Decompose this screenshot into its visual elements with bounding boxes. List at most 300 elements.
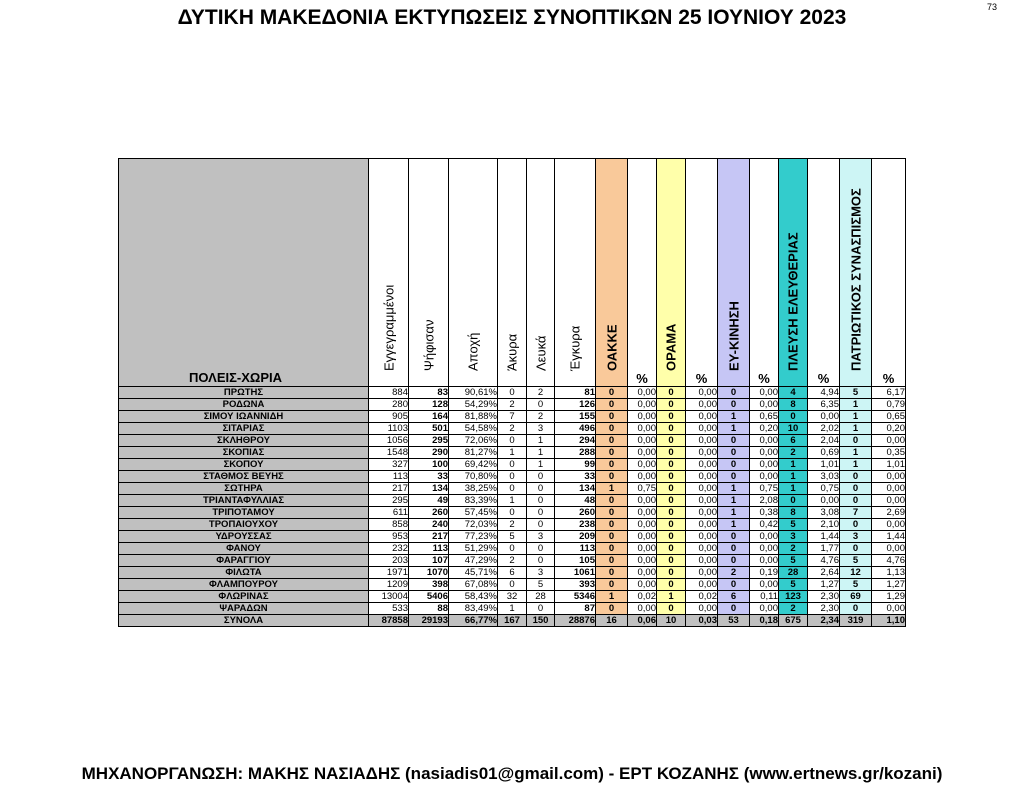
invalid-cell: 2: [498, 399, 527, 411]
p5-pct-cell: 2,69: [872, 507, 906, 519]
blank-cell: 0: [527, 543, 555, 555]
registered-cell: 217: [369, 483, 409, 495]
p1-cell: 0: [596, 399, 628, 411]
p4-cell: 4: [779, 387, 808, 399]
p3-pct-cell: 0,38: [750, 507, 779, 519]
voted-cell: 1070: [409, 567, 449, 579]
p4-pct-cell: 1,27: [808, 579, 840, 591]
p1-pct-cell: 0,00: [628, 579, 657, 591]
valid-cell: 126: [555, 399, 596, 411]
voted-cell: 501: [409, 423, 449, 435]
voted-cell: 295: [409, 435, 449, 447]
registered-cell: 1548: [369, 447, 409, 459]
p5-cell: 1: [840, 447, 872, 459]
p5-pct-cell: 0,00: [872, 543, 906, 555]
abstention-cell: 58,43%: [449, 591, 498, 603]
p4-cell: 0: [779, 411, 808, 423]
table-row: [119, 567, 906, 579]
invalid-cell: 0: [498, 507, 527, 519]
p2-pct-cell: 0,00: [686, 519, 718, 531]
p1-cell: 0: [596, 531, 628, 543]
p1-cell: 0: [596, 471, 628, 483]
p4-pct-cell: 1,01: [808, 459, 840, 471]
party-3-percent-header: [750, 159, 779, 387]
p2-pct-cell: 0,00: [686, 471, 718, 483]
p1-pct-cell: 0,00: [628, 459, 657, 471]
p3-pct-cell: 0,20: [750, 423, 779, 435]
blank-cell: 3: [527, 567, 555, 579]
p3-cell: 0: [718, 435, 750, 447]
blank-cell: 0: [527, 471, 555, 483]
p3-cell: 0: [718, 543, 750, 555]
valid-cell: 496: [555, 423, 596, 435]
p4-cell: 8: [779, 399, 808, 411]
invalid-cell: 2: [498, 519, 527, 531]
p2-pct-cell: 0,00: [686, 459, 718, 471]
table-row: [119, 387, 906, 399]
p5-pct-cell: 1,10: [872, 615, 906, 627]
invalid-cell: 32: [498, 591, 527, 603]
page-number: 73: [987, 2, 998, 12]
blank-cell: 0: [527, 603, 555, 615]
p3-pct-cell: 0,42: [750, 519, 779, 531]
valid-cell: 134: [555, 483, 596, 495]
p1-cell: 0: [596, 387, 628, 399]
party-1-percent-header: [628, 159, 657, 387]
p4-pct-cell: 2,64: [808, 567, 840, 579]
p3-cell: 6: [718, 591, 750, 603]
p5-pct-cell: 6,17: [872, 387, 906, 399]
invalid-cell: 167: [498, 615, 527, 627]
p4-pct-cell: 2,10: [808, 519, 840, 531]
p3-pct-cell: 0,00: [750, 471, 779, 483]
p4-cell: 5: [779, 579, 808, 591]
p4-pct-cell: 2,02: [808, 423, 840, 435]
p3-cell: 1: [718, 519, 750, 531]
table-row: [119, 543, 906, 555]
p2-cell: 0: [657, 579, 686, 591]
abstention-cell: 51,29%: [449, 543, 498, 555]
p2-cell: 0: [657, 543, 686, 555]
p1-pct-cell: 0,00: [628, 519, 657, 531]
p3-cell: 0: [718, 531, 750, 543]
p3-cell: 0: [718, 447, 750, 459]
p2-cell: 0: [657, 555, 686, 567]
party-1-column-header: [596, 159, 628, 387]
p3-cell: 2: [718, 567, 750, 579]
valid-column-header: [555, 159, 596, 387]
registered-cell: 1103: [369, 423, 409, 435]
registered-cell: 858: [369, 519, 409, 531]
p2-pct-cell: 0,00: [686, 495, 718, 507]
p3-cell: 0: [718, 555, 750, 567]
table-row: [119, 591, 906, 603]
registered-column-header: [369, 159, 409, 387]
table-row: [119, 531, 906, 543]
p1-cell: 0: [596, 603, 628, 615]
p1-pct-cell: 0,02: [628, 591, 657, 603]
table-row: [119, 411, 906, 423]
party-3-header-label: ΕΥ-ΚΙΝΗΣΗ: [726, 301, 741, 371]
place-cell: ΤΡΙΑΝΤΑΦΥΛΛΙΑΣ: [119, 495, 369, 507]
valid-cell: 260: [555, 507, 596, 519]
voted-cell: 49: [409, 495, 449, 507]
abstention-cell: 69,42%: [449, 459, 498, 471]
p5-pct-cell: 0,20: [872, 423, 906, 435]
p5-cell: 1: [840, 423, 872, 435]
header-row: [119, 159, 906, 387]
p1-cell: 1: [596, 591, 628, 603]
p1-cell: 0: [596, 567, 628, 579]
valid-cell: 81: [555, 387, 596, 399]
voted-header-label: Ψήφισαν: [421, 319, 436, 371]
valid-cell: 1061: [555, 567, 596, 579]
registered-cell: 905: [369, 411, 409, 423]
p5-cell: 7: [840, 507, 872, 519]
registered-cell: 1209: [369, 579, 409, 591]
registered-cell: 113: [369, 471, 409, 483]
invalid-cell: 1: [498, 447, 527, 459]
abstention-cell: 83,39%: [449, 495, 498, 507]
valid-cell: 105: [555, 555, 596, 567]
p5-pct-cell: 1,29: [872, 591, 906, 603]
valid-cell: 238: [555, 519, 596, 531]
p1-cell: 0: [596, 459, 628, 471]
p3-pct-cell: 0,00: [750, 459, 779, 471]
voted-cell: 128: [409, 399, 449, 411]
valid-cell: 99: [555, 459, 596, 471]
p3-cell: 1: [718, 411, 750, 423]
p1-cell: 0: [596, 507, 628, 519]
blank-header-label: Λευκά: [533, 335, 548, 371]
p5-cell: 0: [840, 519, 872, 531]
p3-cell: 1: [718, 507, 750, 519]
place-cell: ΣΥΝΟΛΑ: [119, 615, 369, 627]
p4-pct-cell: 3,08: [808, 507, 840, 519]
p2-cell: 0: [657, 411, 686, 423]
registered-cell: 232: [369, 543, 409, 555]
place-cell: ΣΚΟΠΙΑΣ: [119, 447, 369, 459]
blank-cell: 150: [527, 615, 555, 627]
p1-cell: 1: [596, 483, 628, 495]
p5-pct-cell: 4,76: [872, 555, 906, 567]
results-table: [118, 158, 906, 627]
p4-cell: 5: [779, 519, 808, 531]
p1-pct-cell: 0,00: [628, 471, 657, 483]
place-cell: ΣΙΜΟΥ ΙΩΑΝΝΙΔΗ: [119, 411, 369, 423]
abstention-cell: 72,06%: [449, 435, 498, 447]
party-1-header-label: ΟΑΚΚΕ: [604, 324, 619, 371]
p2-cell: 10: [657, 615, 686, 627]
p4-cell: 2: [779, 603, 808, 615]
p2-cell: 0: [657, 483, 686, 495]
registered-header-label: Εγγεγραμμένοι: [381, 284, 396, 371]
p4-cell: 675: [779, 615, 808, 627]
p3-pct-cell: 0,00: [750, 579, 779, 591]
invalid-cell: 5: [498, 531, 527, 543]
invalid-cell: 2: [498, 555, 527, 567]
p4-pct-cell: 2,30: [808, 591, 840, 603]
p5-pct-cell: 1,27: [872, 579, 906, 591]
p2-pct-cell: 0,00: [686, 387, 718, 399]
p2-pct-cell: 0,00: [686, 603, 718, 615]
blank-cell: 1: [527, 447, 555, 459]
place-cell: ΦΛΑΜΠΟΥΡΟΥ: [119, 579, 369, 591]
p3-pct-cell: 0,19: [750, 567, 779, 579]
p1-pct-cell: 0,00: [628, 387, 657, 399]
p3-cell: 1: [718, 495, 750, 507]
abstention-cell: 90,61%: [449, 387, 498, 399]
party-5-header-label: ΠΑΤΡΙΩΤΙΚΟΣ ΣΥΝΑΣΠΙΣΜΟΣ: [848, 188, 863, 371]
invalid-cell: 6: [498, 567, 527, 579]
page-title: ΔΥΤΙΚΗ ΜΑΚΕΔΟΝΙΑ ΕΚΤΥΠΩΣΕΙΣ ΣΥΝΟΠΤΙΚΩΝ 25 ΙΟΥΝΙΟΥ 2023: [177, 6, 847, 29]
p4-cell: 5: [779, 555, 808, 567]
p5-pct-cell: 1,13: [872, 567, 906, 579]
party-5-column-header: [840, 159, 872, 387]
p2-pct-cell: 0,00: [686, 447, 718, 459]
p1-pct-cell: 0,00: [628, 435, 657, 447]
percent-header-label: %: [817, 371, 830, 386]
valid-cell: 393: [555, 579, 596, 591]
invalid-cell: 1: [498, 495, 527, 507]
p1-pct-cell: 0,00: [628, 543, 657, 555]
place-cell: ΤΡΙΠΟΤΑΜΟΥ: [119, 507, 369, 519]
percent-header-label: %: [695, 371, 708, 386]
p1-cell: 0: [596, 543, 628, 555]
p1-pct-cell: 0,00: [628, 423, 657, 435]
blank-cell: 0: [527, 507, 555, 519]
p5-cell: 5: [840, 579, 872, 591]
p5-cell: 1: [840, 459, 872, 471]
blank-cell: 2: [527, 387, 555, 399]
p5-pct-cell: 0,00: [872, 483, 906, 495]
p4-pct-cell: 1,44: [808, 531, 840, 543]
p4-cell: 1: [779, 483, 808, 495]
valid-cell: 209: [555, 531, 596, 543]
p2-pct-cell: 0,00: [686, 555, 718, 567]
invalid-header-label: Άκυρα: [504, 333, 520, 371]
p1-cell: 0: [596, 495, 628, 507]
abstention-cell: 72,03%: [449, 519, 498, 531]
abstention-cell: 81,88%: [449, 411, 498, 423]
voted-cell: 398: [409, 579, 449, 591]
abstention-cell: 54,29%: [449, 399, 498, 411]
p3-cell: 53: [718, 615, 750, 627]
voted-cell: 290: [409, 447, 449, 459]
place-header-label: ΠΟΛΕΙΣ-ΧΩΡΙΑ: [189, 370, 282, 385]
voted-cell: 107: [409, 555, 449, 567]
voted-cell: 240: [409, 519, 449, 531]
p5-cell: 69: [840, 591, 872, 603]
party-4-percent-header: [808, 159, 840, 387]
p2-cell: 0: [657, 603, 686, 615]
registered-cell: 13004: [369, 591, 409, 603]
registered-cell: 1971: [369, 567, 409, 579]
abstention-cell: 70,80%: [449, 471, 498, 483]
p5-cell: 0: [840, 603, 872, 615]
blank-cell: 5: [527, 579, 555, 591]
p2-cell: 0: [657, 459, 686, 471]
p2-pct-cell: 0,03: [686, 615, 718, 627]
registered-cell: 1056: [369, 435, 409, 447]
p5-pct-cell: 0,35: [872, 447, 906, 459]
registered-cell: 295: [369, 495, 409, 507]
valid-cell: 155: [555, 411, 596, 423]
p3-pct-cell: 0,00: [750, 603, 779, 615]
p3-pct-cell: 0,00: [750, 543, 779, 555]
blank-cell: 0: [527, 519, 555, 531]
p5-cell: 5: [840, 387, 872, 399]
registered-cell: 87858: [369, 615, 409, 627]
p5-cell: 319: [840, 615, 872, 627]
voted-cell: 134: [409, 483, 449, 495]
place-cell: ΠΡΩΤΗΣ: [119, 387, 369, 399]
p1-cell: 0: [596, 447, 628, 459]
p2-pct-cell: 0,00: [686, 423, 718, 435]
p1-pct-cell: 0,00: [628, 399, 657, 411]
p2-cell: 0: [657, 471, 686, 483]
blank-cell: 1: [527, 435, 555, 447]
table-row: [119, 471, 906, 483]
party-4-header-label: ΠΛΕΥΣΗ ΕΛΕΥΘΕΡΙΑΣ: [785, 232, 801, 371]
abstention-cell: 57,45%: [449, 507, 498, 519]
p2-cell: 0: [657, 567, 686, 579]
p2-cell: 1: [657, 591, 686, 603]
p5-pct-cell: 0,00: [872, 495, 906, 507]
p3-pct-cell: 0,00: [750, 387, 779, 399]
p4-pct-cell: 6,35: [808, 399, 840, 411]
table-row: [119, 459, 906, 471]
p4-cell: 0: [779, 495, 808, 507]
p3-cell: 1: [718, 423, 750, 435]
abstention-cell: 66,77%: [449, 615, 498, 627]
p5-pct-cell: 0,65: [872, 411, 906, 423]
p5-cell: 1: [840, 411, 872, 423]
blank-cell: 1: [527, 459, 555, 471]
table-row: [119, 579, 906, 591]
registered-cell: 203: [369, 555, 409, 567]
registered-cell: 953: [369, 531, 409, 543]
place-cell: ΦΑΝΟΥ: [119, 543, 369, 555]
p3-pct-cell: 0,75: [750, 483, 779, 495]
p3-pct-cell: 0,00: [750, 447, 779, 459]
p4-cell: 1: [779, 459, 808, 471]
p3-cell: 1: [718, 483, 750, 495]
abstention-cell: 54,58%: [449, 423, 498, 435]
p5-pct-cell: 0,00: [872, 519, 906, 531]
p4-cell: 1: [779, 471, 808, 483]
registered-cell: 884: [369, 387, 409, 399]
p2-pct-cell: 0,00: [686, 507, 718, 519]
p5-cell: 0: [840, 543, 872, 555]
invalid-cell: 0: [498, 471, 527, 483]
p3-cell: 0: [718, 471, 750, 483]
p1-pct-cell: 0,00: [628, 411, 657, 423]
voted-cell: 5406: [409, 591, 449, 603]
invalid-cell: 0: [498, 579, 527, 591]
blank-cell: 0: [527, 483, 555, 495]
p3-cell: 0: [718, 603, 750, 615]
party-4-column-header: [779, 159, 808, 387]
abstention-cell: 38,25%: [449, 483, 498, 495]
p2-cell: 0: [657, 387, 686, 399]
p4-cell: 8: [779, 507, 808, 519]
valid-cell: 294: [555, 435, 596, 447]
voted-cell: 100: [409, 459, 449, 471]
place-cell: ΣΚΛΗΘΡΟΥ: [119, 435, 369, 447]
table-row: [119, 483, 906, 495]
voted-cell: 164: [409, 411, 449, 423]
place-cell: ΦΛΩΡΙΝΑΣ: [119, 591, 369, 603]
invalid-cell: 7: [498, 411, 527, 423]
valid-cell: 113: [555, 543, 596, 555]
abstention-header-label: Αποχή: [465, 332, 481, 371]
place-column-header: [119, 159, 369, 387]
valid-header-label: Έγκυρα: [567, 325, 583, 371]
percent-header-label: %: [758, 371, 770, 386]
blank-cell: 2: [527, 411, 555, 423]
blank-cell: 3: [527, 531, 555, 543]
registered-cell: 533: [369, 603, 409, 615]
p4-pct-cell: 0,00: [808, 495, 840, 507]
abstention-cell: 77,23%: [449, 531, 498, 543]
voted-cell: 29193: [409, 615, 449, 627]
p2-pct-cell: 0,02: [686, 591, 718, 603]
table-row: [119, 447, 906, 459]
table-row: [119, 423, 906, 435]
invalid-cell: 2: [498, 423, 527, 435]
p2-cell: 0: [657, 447, 686, 459]
p2-pct-cell: 0,00: [686, 435, 718, 447]
abstention-cell: 45,71%: [449, 567, 498, 579]
voted-cell: 260: [409, 507, 449, 519]
party-2-percent-header: [686, 159, 718, 387]
p3-pct-cell: 0,00: [750, 531, 779, 543]
place-cell: ΦΙΛΩΤΑ: [119, 567, 369, 579]
place-cell: ΦΑΡΑΓΓΙΟΥ: [119, 555, 369, 567]
table-row: [119, 519, 906, 531]
p3-pct-cell: 0,00: [750, 435, 779, 447]
percent-header-label: %: [636, 371, 648, 386]
voted-column-header: [409, 159, 449, 387]
p4-cell: 6: [779, 435, 808, 447]
p4-pct-cell: 0,00: [808, 411, 840, 423]
valid-cell: 33: [555, 471, 596, 483]
blank-cell: 28: [527, 591, 555, 603]
p1-cell: 16: [596, 615, 628, 627]
p4-cell: 2: [779, 447, 808, 459]
p1-cell: 0: [596, 411, 628, 423]
party-2-column-header: [657, 159, 686, 387]
party-5-percent-header: [872, 159, 906, 387]
p5-pct-cell: 1,01: [872, 459, 906, 471]
voted-cell: 113: [409, 543, 449, 555]
invalid-column-header: [498, 159, 527, 387]
voted-cell: 33: [409, 471, 449, 483]
p1-pct-cell: 0,00: [628, 495, 657, 507]
p2-pct-cell: 0,00: [686, 579, 718, 591]
abstention-cell: 67,08%: [449, 579, 498, 591]
p1-cell: 0: [596, 519, 628, 531]
table-row: [119, 435, 906, 447]
blank-cell: 0: [527, 399, 555, 411]
p4-pct-cell: 0,75: [808, 483, 840, 495]
p1-pct-cell: 0,00: [628, 507, 657, 519]
p4-pct-cell: 4,76: [808, 555, 840, 567]
percent-header-label: %: [882, 371, 895, 386]
p4-pct-cell: 2,04: [808, 435, 840, 447]
p3-pct-cell: 2,08: [750, 495, 779, 507]
